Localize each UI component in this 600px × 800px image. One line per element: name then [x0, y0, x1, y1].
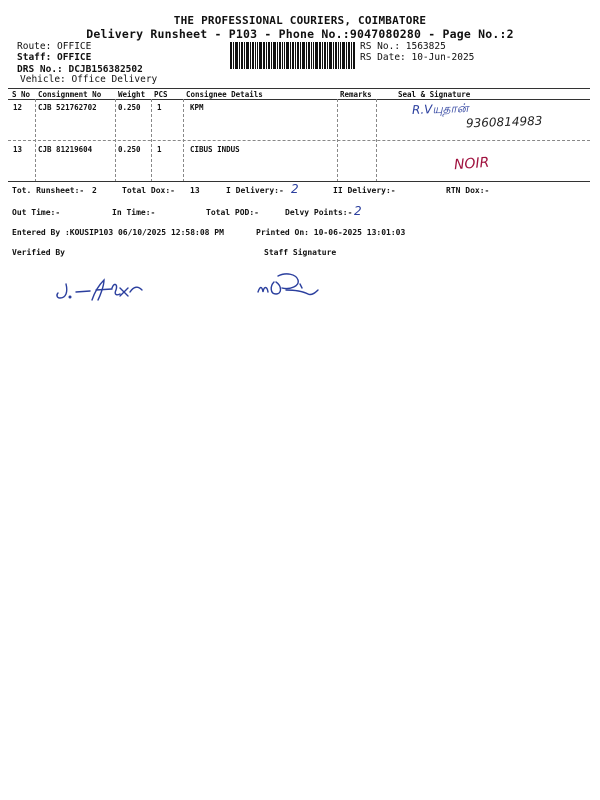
entered-by: Entered By :KOUSIP103 06/10/2025 12:58:08 PM: [12, 228, 224, 237]
row-pcs: 1: [157, 145, 162, 154]
company-title: THE PROFESSIONAL COURIERS, COIMBATORE: [173, 14, 427, 27]
row-separator: [8, 140, 590, 141]
vehicle-label: Vehicle: Office Delivery: [20, 74, 158, 85]
delvy-points-handwritten-value: 2: [354, 204, 362, 218]
row-consignee: CIBUS INDUS: [190, 145, 240, 154]
out-time-label: Out Time:-: [12, 208, 61, 217]
barcode-image: [230, 42, 355, 69]
rtn-dox-label: RTN Dox:-: [446, 186, 490, 195]
verified-by-signature-icon: [56, 276, 152, 304]
ii-delivery-label: II Delivery:-: [333, 186, 396, 195]
col-header-sno: S No: [12, 90, 31, 99]
col-header-pcs: PCS: [154, 90, 168, 99]
drs-number: DRS No.: DCJB156382502: [17, 64, 143, 75]
staff-label: Staff: OFFICE: [17, 52, 92, 63]
row-sno: 13: [13, 145, 23, 154]
row-weight: 0.250: [118, 145, 141, 154]
verified-by-label: Verified By: [12, 248, 65, 257]
table-bottom-rule: [8, 181, 590, 182]
staff-signature-icon: [256, 272, 326, 302]
row-consignment: CJB 521762702: [38, 103, 97, 112]
delvy-points-label: Delvy Points:-: [285, 208, 353, 217]
i-delivery-label: I Delivery:-: [226, 186, 284, 195]
row-sno: 12: [13, 103, 23, 112]
total-dox-value: 13: [190, 186, 200, 195]
handwritten-receiver-name: R.Vயுதான்: [411, 101, 469, 117]
col-header-weight: Weight: [118, 90, 146, 99]
tot-runsheet-value: 2: [92, 186, 97, 195]
tot-runsheet-label: Tot. Runsheet:-: [12, 186, 85, 195]
table-header-rule: [8, 99, 590, 100]
total-dox-label: Total Dox:-: [122, 186, 175, 195]
row-weight: 0.250: [118, 103, 141, 112]
table-top-rule: [8, 88, 590, 89]
printed-on: Printed On: 10-06-2025 13:01:03: [256, 228, 406, 237]
total-pod-label: Total POD:-: [206, 208, 259, 217]
row-consignment: CJB 81219604: [38, 145, 93, 154]
runsheet-subtitle: Delivery Runsheet - P103 - Phone No.:9047080280 - Page No.:2: [86, 27, 514, 41]
staff-signature-label: Staff Signature: [264, 248, 337, 257]
col-header-seal: Seal & Signature: [398, 90, 471, 99]
col-header-consignment: Consignment No: [38, 90, 102, 99]
handwritten-receiver-phone: 9360814983: [465, 113, 543, 131]
col-header-consignee: Consignee Details: [186, 90, 263, 99]
handwritten-seal-noir: NOIR: [453, 154, 490, 174]
rs-date: RS Date: 10-Jun-2025: [360, 52, 475, 63]
i-delivery-handwritten-value: 2: [291, 182, 299, 196]
rs-number: RS No.: 1563825: [360, 41, 446, 52]
row-consignee: KPM: [190, 103, 204, 112]
row-pcs: 1: [157, 103, 162, 112]
route-label: Route: OFFICE: [17, 41, 92, 52]
col-header-remarks: Remarks: [340, 90, 372, 99]
in-time-label: In Time:-: [112, 208, 156, 217]
